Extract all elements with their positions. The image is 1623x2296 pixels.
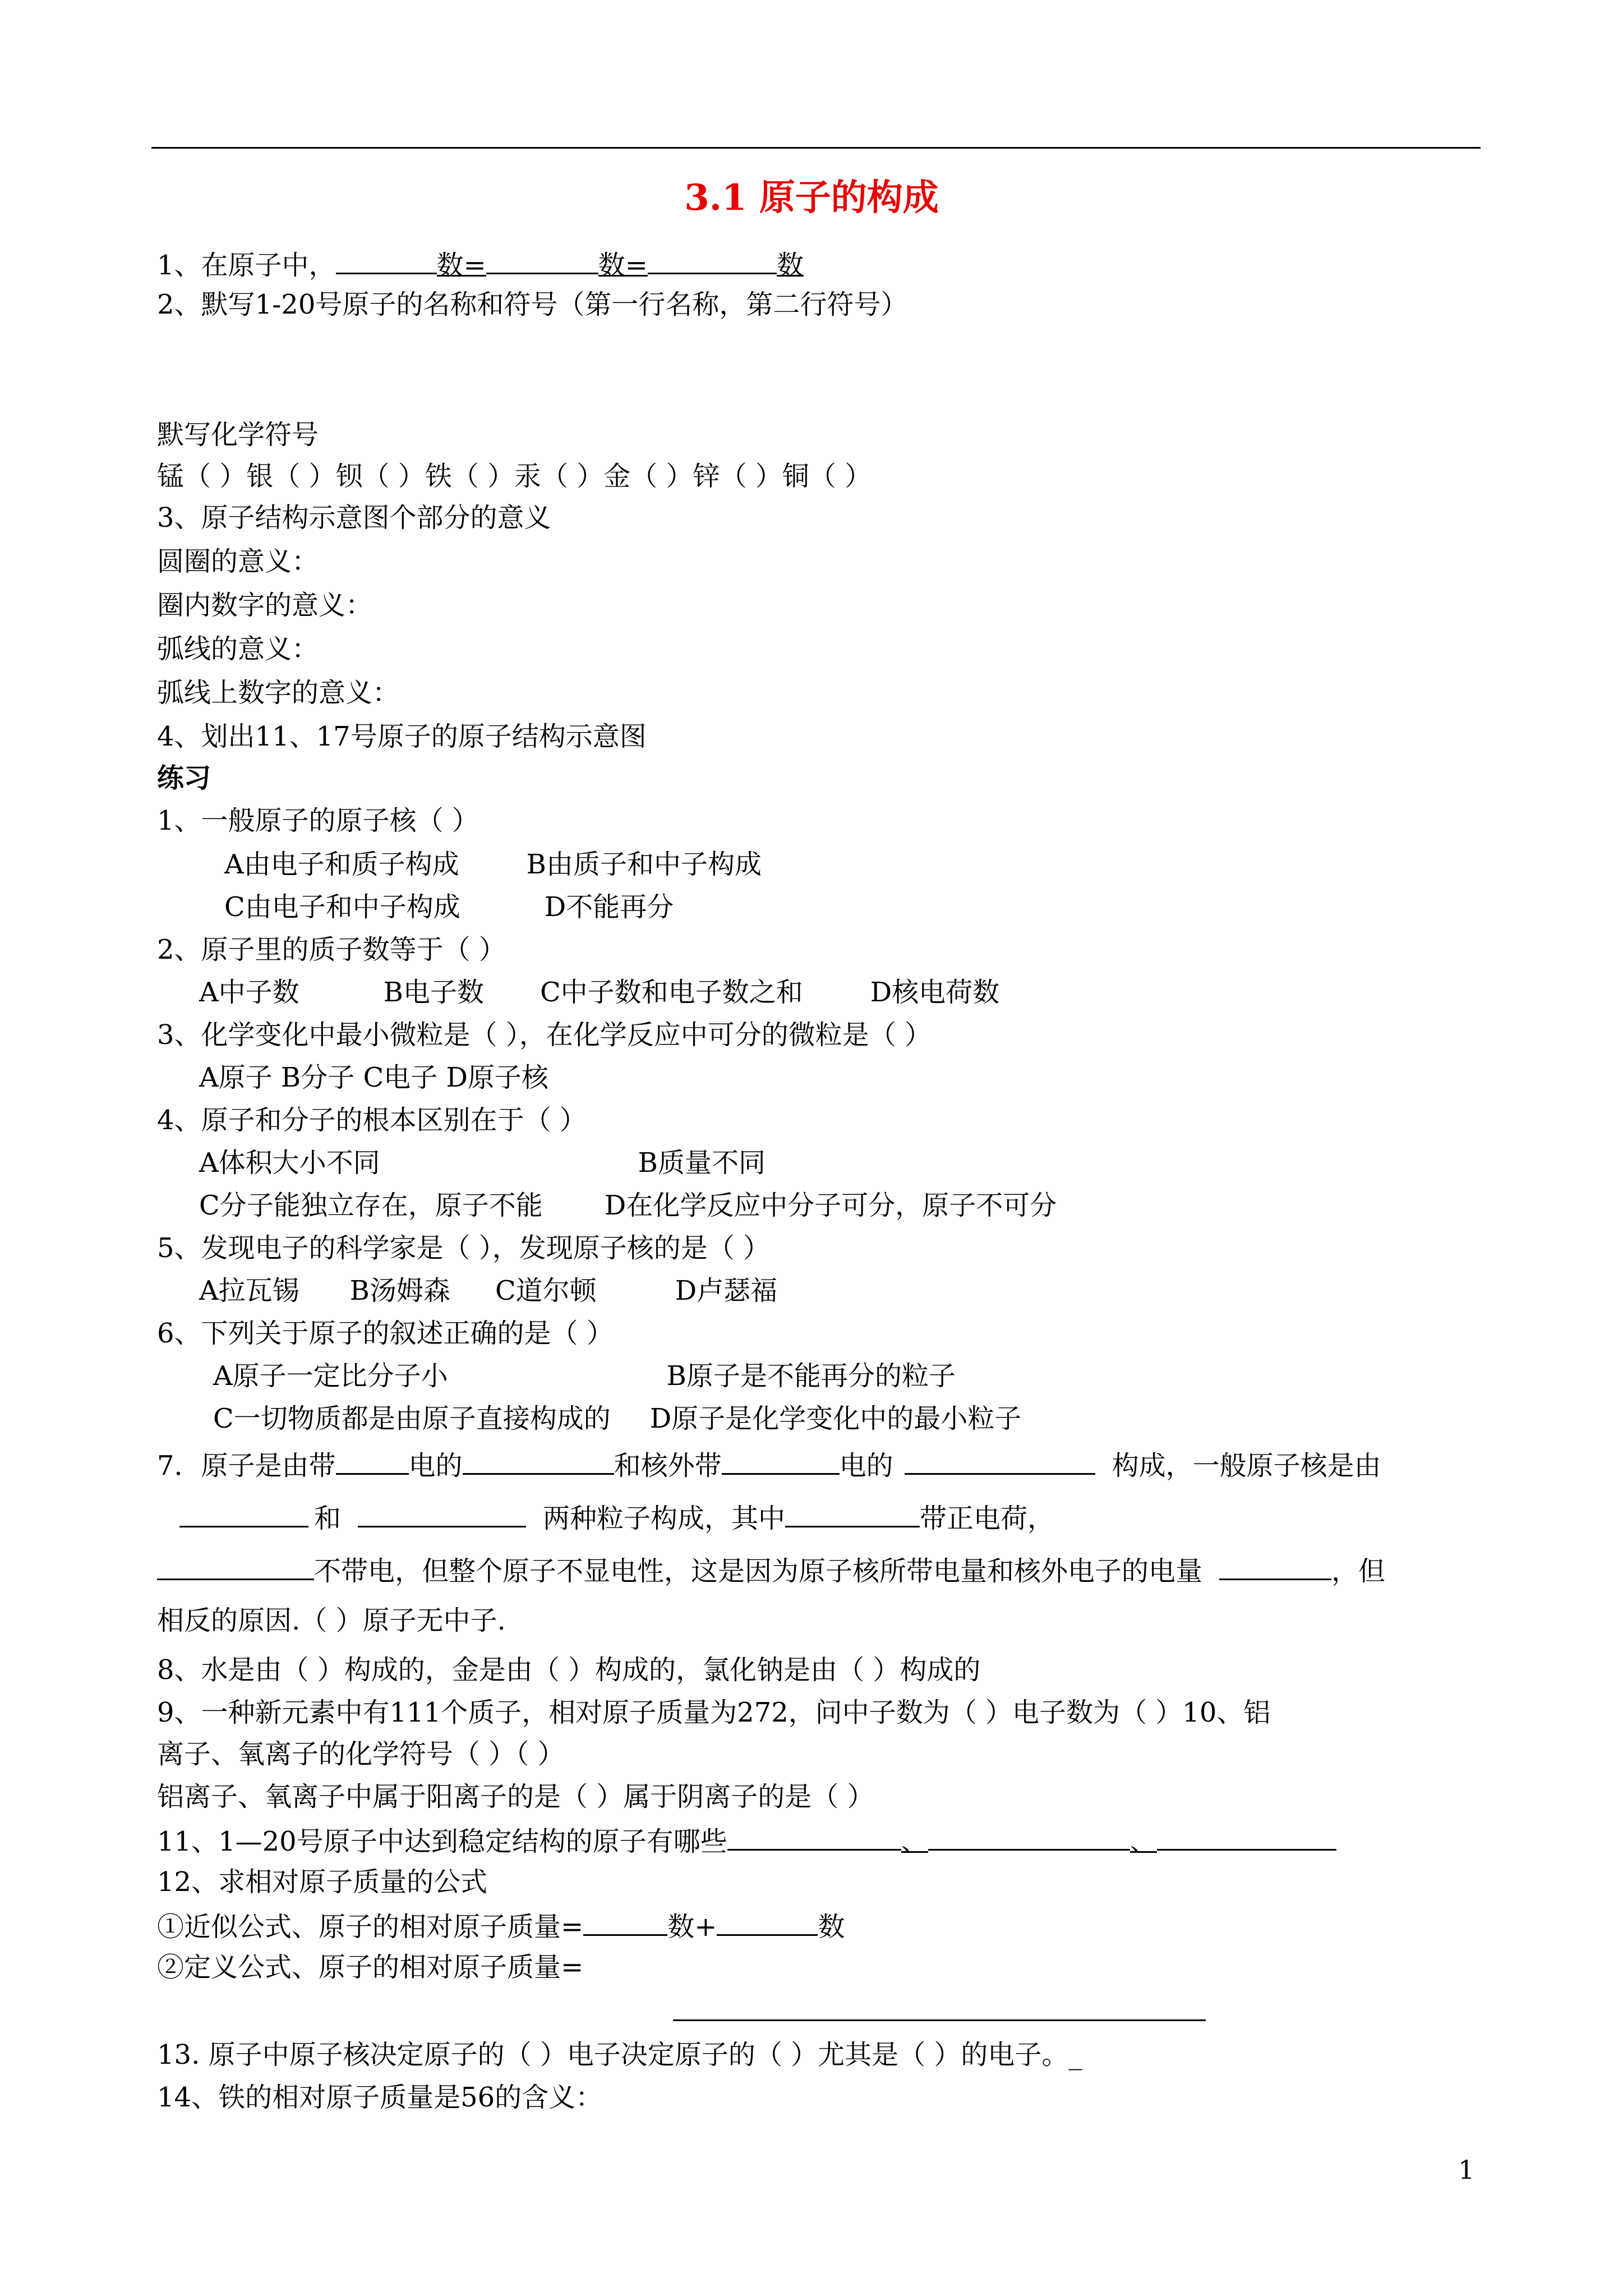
q3-item: 弧线上数字的意义： [157,677,400,708]
blank[interactable] [928,1821,1130,1851]
practice-10: 铝离子、氧离子中属于阳离子的是（ ）属于阴离子的是（ ） [157,1781,874,1812]
option-a: A体积大小不同 [199,1147,380,1179]
question-4: 4、划出11、17号原子的原子结构示意图 [157,721,647,752]
practice-7-line3 [157,1550,1385,1590]
p7-text: ，但 [1331,1556,1386,1587]
blank[interactable] [785,1498,920,1527]
q3-item: 圆圈的意义： [157,546,319,577]
question-3: 3、原子结构示意图个部分的意义 [157,502,551,533]
practice-12-formula-b: ②定义公式、原子的相对原子质量= [157,1952,584,1983]
p7-text: 电的 [839,1450,893,1481]
option-a: A中子数 [199,977,299,1008]
blank[interactable] [905,1445,1095,1475]
question-1 [157,245,804,284]
option-c: C一切物质都是由原子直接构成的 [213,1403,611,1434]
practice-1-options-row2 [224,889,674,926]
practice-5-options [199,1272,777,1309]
p7-text: 不带电，但整个原子不显电性，这是因为原子核所带电量和核外电子的电量 [314,1556,1203,1587]
practice-1-stem: 1、一般原子的原子核（ ） [157,805,479,836]
practice-9-cont: 离子、氧离子的化学符号（ ）（ ） [157,1738,565,1770]
practice-2-options [199,974,999,1011]
option-a: A原子一定比分子小 [213,1360,448,1392]
option-d: D不能再分 [544,891,674,923]
practice-9: 9、一种新元素中有111个质子，相对原子质量为272，问中子数为（ ）电子数为（ ）10、铝 [157,1697,1271,1728]
blank[interactable] [486,245,598,274]
option-d: D原子是化学变化中的最小粒子 [649,1403,1022,1434]
page-title: 3.1 原子的构成 [684,177,939,219]
practice-6-stem: 6、下列关于原子的叙述正确的是（ ） [157,1318,614,1349]
blank[interactable] [583,1906,667,1936]
p12a-text: ①近似公式、原子的相对原子质量= [157,1911,584,1943]
q1-word-1: 数= [437,247,486,277]
p7-text: 和 [314,1503,342,1534]
option-a: A由电子和质子构成 [224,849,459,880]
q3-item: 圈内数字的意义： [157,590,373,621]
blank[interactable] [1157,1821,1336,1851]
p12a-text: 数+ [667,1911,717,1943]
blank[interactable] [336,245,437,274]
practice-6-options-row1 [213,1358,956,1395]
practice-7-line1 [157,1445,1381,1484]
blank[interactable] [727,1821,901,1851]
question-2: 2、默写1-20号原子的名称和符号（第一行名称，第二行符号） [157,289,908,320]
practice-3-stem: 3、化学变化中最小微粒是（ ），在化学反应中可分的微粒是（ ） [157,1019,932,1051]
q3-item: 弧线的意义： [157,633,319,665]
option-d: D在化学反应中分子可分，原子不可分 [604,1190,1057,1221]
option-c: C由电子和中子构成 [224,891,460,923]
practice-12: 12、求相对原子质量的公式 [157,1866,488,1898]
practice-8: 8、水是由（ ）构成的，金是由（ ）构成的，氯化钠是由（ ）构成的 [157,1654,981,1686]
blank[interactable] [336,1445,409,1475]
practice-14: 14、铁的相对原子质量是56的含义： [157,2082,603,2113]
practice-4-options-row1 [199,1144,766,1181]
option-c: C分子能独立存在，原子不能 [199,1190,543,1221]
option-a: A拉瓦锡 [199,1275,299,1306]
q1-word-3: 数 [777,247,804,277]
p7-text: 构成，一般原子核是由 [1112,1450,1381,1481]
practice-7-line4: 相反的原因.（ ）原子无中子. [157,1605,506,1636]
symbols-line: 锰（ ）银（ ）钡（ ）铁（ ）汞（ ）金（ ）锌（ ）铜（ ） [157,461,872,492]
practice-5-stem: 5、发现电子的科学家是（ ），发现原子核的是（ ） [157,1232,771,1264]
blank[interactable] [722,1445,840,1475]
practice-3-options: A原子 B分子 C电子 D原子核 [199,1062,548,1093]
practice-12-formula-a [157,1906,845,1945]
option-c: C中子数和电子数之和 [540,977,803,1008]
p11-separator: 、 [901,1823,928,1853]
practice-2-stem: 2、原子里的质子数等于（ ） [157,934,506,965]
option-b: B质量不同 [638,1147,766,1179]
blank[interactable] [358,1498,526,1527]
practice-1-options-row1 [224,846,762,883]
practice-4-options-row2 [199,1187,1057,1224]
formula-fraction-line[interactable] [673,2019,1206,2021]
page-number: 1 [1458,2155,1475,2185]
blank[interactable] [179,1498,308,1527]
blank[interactable] [157,1550,314,1580]
q1-prefix: 1、在原子中， [157,250,336,281]
p11-text: 11、1—20号原子中达到稳定结构的原子有哪些 [157,1826,727,1857]
option-c: C道尔顿 [495,1275,597,1306]
blank[interactable] [717,1906,818,1936]
practice-13: 13. 原子中原子核决定原子的（ ）电子决定原子的（ ）尤其是（ ）的电子。_ [157,2039,1082,2070]
blank[interactable] [463,1445,614,1475]
option-b: B由质子和中子构成 [526,849,762,880]
practice-heading: 练习 [157,762,211,794]
p7-text: 和核外带 [614,1450,722,1481]
blank[interactable] [648,245,777,274]
option-d: D卢瑟福 [675,1275,778,1306]
option-b: B原子是不能再分的粒子 [666,1360,956,1392]
practice-11 [157,1821,1336,1860]
p7-text: 7．原子是由带 [157,1450,336,1481]
p11-separator: 、 [1130,1823,1157,1853]
practice-4-stem: 4、原子和分子的根本区别在于（ ） [157,1105,587,1136]
option-b: B汤姆森 [349,1275,450,1306]
practice-6-options-row2 [213,1400,1021,1437]
p7-text: 电的 [408,1450,463,1481]
q1-word-2: 数= [598,247,648,277]
p7-text: 两种粒子构成，其中 [543,1503,786,1534]
option-b: B电子数 [383,977,484,1008]
option-d: D核电荷数 [870,977,1000,1008]
p7-text: 带正电荷， [920,1503,1055,1534]
header-rule [151,147,1481,149]
practice-7-line2 [157,1498,1054,1537]
symbols-heading: 默写化学符号 [157,419,319,450]
p12a-text: 数 [818,1911,845,1943]
blank[interactable] [1219,1550,1331,1580]
